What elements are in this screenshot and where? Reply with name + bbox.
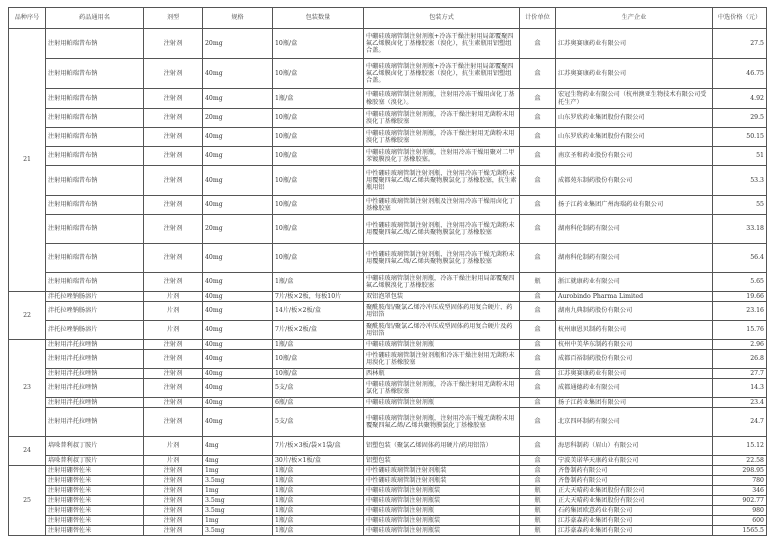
manufacturer-cell: 江苏豪森药业集团有限公司: [556, 526, 713, 536]
pack-method-cell: 聚酰胺/铝/聚氯乙烯冷冲压成型固体药用复合硬片及药用铝箔: [364, 321, 520, 340]
pack-qty-cell: 7片/板×2板，每板10片: [273, 292, 364, 302]
pack-method-cell: 铝塑包装（聚氯乙烯固体药用硬片/药用铝箔）: [364, 437, 520, 456]
pack-qty-cell: 30片/板×1板/盒: [273, 456, 364, 466]
group-number-cell: 22: [9, 292, 46, 340]
spec-cell: 40mg: [203, 379, 273, 398]
drug-name-cell: 注射用帕瑞昔布钠: [46, 273, 144, 292]
dosage-form-cell: 注射剂: [144, 350, 203, 369]
col-header-spec: 规格: [203, 8, 273, 29]
table-row: [9, 147, 767, 166]
price-cell: 5.65: [713, 273, 767, 292]
header-row: [9, 8, 767, 29]
spec-cell: 40mg: [203, 408, 273, 437]
dosage-form-cell: 片剂: [144, 437, 203, 456]
unit-cell: 盒: [520, 89, 556, 109]
manufacturer-cell: 宏冠生物药业有限公司（杭州澳亚生物技术有限公司受托生产）: [556, 89, 713, 109]
unit-cell: 盒: [520, 456, 556, 466]
drug-name-cell: 注射用泮托拉唑钠: [46, 398, 144, 408]
price-cell: 4.92: [713, 89, 767, 109]
price-cell: 15.12: [713, 437, 767, 456]
manufacturer-cell: 杭州康恩贝制药有限公司: [556, 321, 713, 340]
dosage-form-cell: 注射剂: [144, 486, 203, 496]
dosage-form-cell: 注射剂: [144, 109, 203, 128]
table-row: [9, 166, 767, 196]
drug-name-cell: 注射用帕瑞昔布钠: [46, 147, 144, 166]
pack-method-cell: 中性硼硅玻璃管制注射剂瓶装: [364, 466, 520, 476]
pack-qty-cell: 7片/板×2板/盒: [273, 321, 364, 340]
table-row: [9, 321, 767, 340]
dosage-form-cell: 注射剂: [144, 196, 203, 215]
pack-qty-cell: 1瓶/盒: [273, 506, 364, 516]
drug-name-cell: 注射用帕瑞昔布钠: [46, 109, 144, 128]
pack-method-cell: 中性硼硅玻璃管制注射剂瓶和冷冻干燥注射用无菌粉末用溴化丁基橡胶塞: [364, 350, 520, 369]
spec-cell: 40mg: [203, 350, 273, 369]
group-number-cell: 21: [9, 29, 46, 292]
dosage-form-cell: 注射剂: [144, 466, 203, 476]
pack-method-cell: 中硼硅玻璃管制注射剂瓶装: [364, 486, 520, 496]
unit-cell: 盒: [520, 128, 556, 147]
manufacturer-cell: 宁波美诺华天康药业有限公司: [556, 456, 713, 466]
price-cell: 51: [713, 147, 767, 166]
spec-cell: 3.5mg: [203, 496, 273, 506]
table-row: [9, 476, 767, 486]
pack-method-cell: 中硼硅玻璃管制注射剂瓶，冷冻干燥注射用无菌粉末用溴化丁基橡胶塞: [364, 128, 520, 147]
drug-name-cell: 培哚普利叔丁胺片: [46, 456, 144, 466]
pack-qty-cell: 10瓶/盒: [273, 147, 364, 166]
table-row: [9, 466, 767, 476]
unit-cell: 盒: [520, 379, 556, 398]
table-row: [9, 215, 767, 244]
price-cell: 2.96: [713, 340, 767, 350]
pack-method-cell: 中性硼硅玻璃管制注射剂瓶及注射用冷冻干燥用卤化丁基橡胶塞: [364, 196, 520, 215]
table-row: [9, 340, 767, 350]
table-row: [9, 273, 767, 292]
dosage-form-cell: 注射剂: [144, 29, 203, 59]
price-cell: 23.4: [713, 398, 767, 408]
table-row: [9, 379, 767, 398]
table-row: [9, 486, 767, 496]
price-cell: 24.7: [713, 408, 767, 437]
unit-cell: 瓶: [520, 526, 556, 536]
spec-cell: 20mg: [203, 109, 273, 128]
price-cell: 27.7: [713, 369, 767, 379]
manufacturer-cell: 石药集团欧意药业有限公司: [556, 506, 713, 516]
dosage-form-cell: 注射剂: [144, 496, 203, 506]
dosage-form-cell: 注射剂: [144, 59, 203, 89]
pack-method-cell: 中性硼硅玻璃管制注射剂瓶，注射用冷冻干燥无菌粉末用覆聚四氟乙烯/乙烯共聚物膜氯化丁基橡胶塞，抗生素瓶用铝: [364, 166, 520, 196]
pack-method-cell: 双铝泡罩包装: [364, 292, 520, 302]
manufacturer-cell: 扬子江药业集团有限公司: [556, 398, 713, 408]
drug-name-cell: 注射用帕瑞昔布钠: [46, 196, 144, 215]
pack-method-cell: 中硼硅玻璃管制注射剂瓶: [364, 506, 520, 516]
drug-name-cell: 注射用帕瑞昔布钠: [46, 244, 144, 273]
table-row: [9, 437, 767, 456]
table-row: [9, 109, 767, 128]
price-cell: 19.66: [713, 292, 767, 302]
group-number-cell: 23: [9, 340, 46, 437]
unit-cell: 盒: [520, 147, 556, 166]
manufacturer-cell: 江苏奥赛康药业有限公司: [556, 29, 713, 59]
unit-cell: 盒: [520, 437, 556, 456]
col-header-price: 中选价格（元）: [713, 8, 767, 29]
manufacturer-cell: 湖南科伦制药有限公司: [556, 244, 713, 273]
spec-cell: 40mg: [203, 273, 273, 292]
price-cell: 980: [713, 506, 767, 516]
spec-cell: 1mg: [203, 466, 273, 476]
pack-method-cell: 中硼硅玻璃管制注射剂瓶装: [364, 496, 520, 506]
dosage-form-cell: 注射剂: [144, 89, 203, 109]
dosage-form-cell: 注射剂: [144, 369, 203, 379]
table-body: [9, 29, 767, 536]
unit-cell: 盒: [520, 59, 556, 89]
unit-cell: 盒: [520, 321, 556, 340]
table-row: [9, 456, 767, 466]
pack-qty-cell: 10瓶/盒: [273, 109, 364, 128]
table-row: [9, 398, 767, 408]
unit-cell: 盒: [520, 302, 556, 321]
price-cell: 600: [713, 516, 767, 526]
price-cell: 27.5: [713, 29, 767, 59]
unit-cell: 盒: [520, 408, 556, 437]
price-cell: 50.15: [713, 128, 767, 147]
manufacturer-cell: 湖南九典制药股份有限公司: [556, 302, 713, 321]
pack-qty-cell: 1瓶/盒: [273, 486, 364, 496]
price-cell: 23.16: [713, 302, 767, 321]
drug-name-cell: 注射用帕瑞昔布钠: [46, 89, 144, 109]
manufacturer-cell: 正大天晴药业集团股份有限公司: [556, 496, 713, 506]
dosage-form-cell: 注射剂: [144, 340, 203, 350]
drug-name-cell: 注射用硼替佐米: [46, 486, 144, 496]
unit-cell: 盒: [520, 109, 556, 128]
pack-qty-cell: 5支/盒: [273, 408, 364, 437]
spec-cell: 20mg: [203, 29, 273, 59]
dosage-form-cell: 注射剂: [144, 147, 203, 166]
table-row: [9, 496, 767, 506]
pack-qty-cell: 10瓶/盒: [273, 215, 364, 244]
spec-cell: 40mg: [203, 398, 273, 408]
unit-cell: 盒: [520, 244, 556, 273]
pack-qty-cell: 10瓶/盒: [273, 59, 364, 89]
dosage-form-cell: 注射剂: [144, 273, 203, 292]
spec-cell: 40mg: [203, 147, 273, 166]
pack-qty-cell: 1瓶/盒: [273, 496, 364, 506]
pack-qty-cell: 10瓶/盒: [273, 166, 364, 196]
spec-cell: 40mg: [203, 166, 273, 196]
unit-cell: 盒: [520, 196, 556, 215]
manufacturer-cell: 北京四环制药有限公司: [556, 408, 713, 437]
manufacturer-cell: 成都通德药业有限公司: [556, 379, 713, 398]
drug-price-table: [8, 7, 767, 536]
pack-method-cell: 中硼硅玻璃管制注射剂瓶装: [364, 526, 520, 536]
dosage-form-cell: 片剂: [144, 292, 203, 302]
manufacturer-cell: 齐鲁制药有限公司: [556, 476, 713, 486]
pack-method-cell: 中硼硅玻璃管制注射剂瓶，冷冻干燥注射用无菌粉末用氯化丁基橡胶塞: [364, 379, 520, 398]
col-header-pack-method: 包装方式: [364, 8, 520, 29]
pack-qty-cell: 1瓶/盒: [273, 526, 364, 536]
pack-qty-cell: 10瓶/盒: [273, 29, 364, 59]
pack-qty-cell: 10瓶/盒: [273, 196, 364, 215]
manufacturer-cell: 江苏豪森药业集团有限公司: [556, 516, 713, 526]
price-cell: 780: [713, 476, 767, 486]
pack-method-cell: 中硼硅玻璃管制注射剂瓶: [364, 398, 520, 408]
price-cell: 56.4: [713, 244, 767, 273]
unit-cell: 盒: [520, 350, 556, 369]
drug-name-cell: 注射用泮托拉唑钠: [46, 408, 144, 437]
price-cell: 46.75: [713, 59, 767, 89]
drug-name-cell: 注射用硼替佐米: [46, 516, 144, 526]
drug-name-cell: 注射用帕瑞昔布钠: [46, 166, 144, 196]
spec-cell: 1mg: [203, 486, 273, 496]
drug-name-cell: 注射用硼替佐米: [46, 466, 144, 476]
unit-cell: 瓶: [520, 516, 556, 526]
pack-method-cell: 中性硼硅玻璃管制注射剂瓶、注射用冷冻干燥无菌粉末用覆聚四氟乙烯/乙烯共聚物膜氯化丁基橡胶塞: [364, 244, 520, 273]
pack-qty-cell: 10瓶/盒: [273, 350, 364, 369]
dosage-form-cell: 注射剂: [144, 398, 203, 408]
spec-cell: 40mg: [203, 340, 273, 350]
pack-qty-cell: 1瓶/盒: [273, 476, 364, 486]
pack-method-cell: 中硼硅玻璃管制注射剂瓶，注射用冷冻干燥无菌粉末用覆聚四氟乙烯/乙烯共聚物膜氯化丁基橡胶塞: [364, 408, 520, 437]
manufacturer-cell: 山东罗欣药业集团股份有限公司: [556, 109, 713, 128]
price-cell: 14.3: [713, 379, 767, 398]
drug-name-cell: 注射用泮托拉唑钠: [46, 340, 144, 350]
pack-qty-cell: 1瓶/盒: [273, 273, 364, 292]
pack-qty-cell: 1瓶/盒: [273, 340, 364, 350]
pack-qty-cell: 6瓶/盒: [273, 398, 364, 408]
manufacturer-cell: 江苏奥赛康药业有限公司: [556, 59, 713, 89]
price-cell: 53.3: [713, 166, 767, 196]
unit-cell: 瓶: [520, 273, 556, 292]
dosage-form-cell: 片剂: [144, 321, 203, 340]
drug-name-cell: 泮托拉唑钠肠溶片: [46, 321, 144, 340]
unit-cell: 瓶: [520, 486, 556, 496]
price-cell: 346: [713, 486, 767, 496]
unit-cell: 瓶: [520, 496, 556, 506]
unit-cell: 盒: [520, 215, 556, 244]
pack-qty-cell: 5支/盒: [273, 379, 364, 398]
table-row: [9, 29, 767, 59]
unit-cell: 盒: [520, 466, 556, 476]
pack-qty-cell: 1瓶/盒: [273, 89, 364, 109]
unit-cell: 盒: [520, 369, 556, 379]
unit-cell: 盒: [520, 29, 556, 59]
pack-method-cell: 中硼硅玻璃管制注射剂瓶，注射用冷冻干燥用卤化丁基橡胶塞（溴化）。: [364, 89, 520, 109]
spec-cell: 40mg: [203, 196, 273, 215]
table-row: [9, 59, 767, 89]
dosage-form-cell: 注射剂: [144, 128, 203, 147]
pack-method-cell: 中硼硅玻璃管制注射剂瓶+冷冻干燥注射用局部覆聚四氟乙烯膜卤化丁基橡胶塞（溴化），抗生素瓶用铝塑组合盖。: [364, 29, 520, 59]
unit-cell: 盒: [520, 340, 556, 350]
spec-cell: 1mg: [203, 516, 273, 526]
dosage-form-cell: 注射剂: [144, 408, 203, 437]
table-row: [9, 526, 767, 536]
pack-method-cell: 中性硼硅玻璃管制注射剂瓶装: [364, 476, 520, 486]
manufacturer-cell: 扬子江药业集团广州海瑞药业有限公司: [556, 196, 713, 215]
price-cell: 33.18: [713, 215, 767, 244]
pack-qty-cell: 1瓶/盒: [273, 466, 364, 476]
unit-cell: 盒: [520, 476, 556, 486]
manufacturer-cell: 浙江就康药业有限公司: [556, 273, 713, 292]
pack-method-cell: 中硼硅玻璃管制注射剂瓶，冷冻干燥注射用无菌粉末用溴化丁基橡胶塞: [364, 109, 520, 128]
drug-name-cell: 注射用泮托拉唑钠: [46, 350, 144, 369]
dosage-form-cell: 注射剂: [144, 166, 203, 196]
drug-name-cell: 注射用硼替佐米: [46, 496, 144, 506]
unit-cell: 瓶: [520, 506, 556, 516]
manufacturer-cell: 湖南科伦制药有限公司: [556, 215, 713, 244]
table-row: [9, 89, 767, 109]
price-cell: 22.58: [713, 456, 767, 466]
dosage-form-cell: 注射剂: [144, 506, 203, 516]
drug-name-cell: 注射用帕瑞昔布钠: [46, 59, 144, 89]
drug-name-cell: 泮托拉唑钠肠溶片: [46, 292, 144, 302]
spec-cell: 40mg: [203, 244, 273, 273]
drug-name-cell: 注射用帕瑞昔布钠: [46, 215, 144, 244]
manufacturer-cell: 成都百裕制药股份有限公司: [556, 350, 713, 369]
table-row: [9, 369, 767, 379]
spec-cell: 4mg: [203, 437, 273, 456]
pack-method-cell: 聚酰胺/铝/聚氯乙烯冷冲压成型固体药用复合硬片、药用铝箔: [364, 302, 520, 321]
price-cell: 29.5: [713, 109, 767, 128]
price-cell: 1565.5: [713, 526, 767, 536]
pack-method-cell: 中硼硅玻璃管制注射剂瓶+冷冻干燥注射用局部覆聚四氟乙烯膜卤化丁基橡胶塞（溴化），抗生素瓶用铝塑组合盖。: [364, 59, 520, 89]
dosage-form-cell: 注射剂: [144, 244, 203, 273]
spec-cell: 40mg: [203, 59, 273, 89]
pack-qty-cell: 10瓶/盒: [273, 369, 364, 379]
unit-cell: 盒: [520, 292, 556, 302]
col-header-unit: 计价单位: [520, 8, 556, 29]
spec-cell: 40mg: [203, 369, 273, 379]
spec-cell: 3.5mg: [203, 506, 273, 516]
drug-name-cell: 注射用硼替佐米: [46, 476, 144, 486]
table-row: [9, 408, 767, 437]
manufacturer-cell: 正大天晴药业集团股份有限公司: [556, 486, 713, 496]
manufacturer-cell: 齐鲁制药有限公司: [556, 466, 713, 476]
pack-method-cell: 铝塑包装: [364, 456, 520, 466]
drug-name-cell: 注射用泮托拉唑钠: [46, 379, 144, 398]
table-row: [9, 506, 767, 516]
table-row: [9, 302, 767, 321]
spec-cell: 3.5mg: [203, 526, 273, 536]
spec-cell: 4mg: [203, 456, 273, 466]
drug-name-cell: 注射用帕瑞昔布钠: [46, 128, 144, 147]
col-header-manufacturer: 生产企业: [556, 8, 713, 29]
manufacturer-cell: 山东罗欣药业集团股份有限公司: [556, 128, 713, 147]
pack-qty-cell: 10瓶/盒: [273, 244, 364, 273]
spec-cell: 40mg: [203, 321, 273, 340]
pack-method-cell: 中硼硅玻璃管制注射剂瓶，注射用冷冻干燥用聚对二甲苯镀膜溴化丁基橡胶塞。: [364, 147, 520, 166]
table-row: [9, 350, 767, 369]
drug-name-cell: 泮托拉唑钠肠溶片: [46, 302, 144, 321]
table-row: [9, 292, 767, 302]
dosage-form-cell: 注射剂: [144, 215, 203, 244]
spec-cell: 20mg: [203, 215, 273, 244]
spec-cell: 40mg: [203, 302, 273, 321]
drug-name-cell: 注射用泮托拉唑钠: [46, 369, 144, 379]
manufacturer-cell: 江苏奥赛康药业有限公司: [556, 369, 713, 379]
col-header-dosage-form: 剂型: [144, 8, 203, 29]
spec-cell: 40mg: [203, 292, 273, 302]
pack-qty-cell: 7片/板×3板/袋×1袋/盒: [273, 437, 364, 456]
pack-method-cell: 中硼硅玻璃管制注射剂瓶: [364, 340, 520, 350]
dosage-form-cell: 注射剂: [144, 379, 203, 398]
pack-method-cell: 中硼硅玻璃管制注射剂瓶，冷冻干燥注射用局部覆聚四氟乙烯膜溴化丁基橡胶塞: [364, 273, 520, 292]
table-row: [9, 196, 767, 215]
pack-qty-cell: 1瓶/盒: [273, 516, 364, 526]
pack-method-cell: 中硼硅玻璃管制注射剂瓶装: [364, 516, 520, 526]
price-cell: 26.8: [713, 350, 767, 369]
table-row: [9, 516, 767, 526]
unit-cell: 盒: [520, 398, 556, 408]
manufacturer-cell: 杭州中美华东制药有限公司: [556, 340, 713, 350]
dosage-form-cell: 片剂: [144, 456, 203, 466]
group-number-cell: 25: [9, 466, 46, 536]
pack-qty-cell: 10瓶/盒: [273, 128, 364, 147]
drug-name-cell: 培哚普利叔丁胺片: [46, 437, 144, 456]
manufacturer-cell: 海思科制药（眉山）有限公司: [556, 437, 713, 456]
pack-method-cell: 中性硼硅玻璃管制注射剂瓶、注射用冷冻干燥无菌粉末用覆聚四氟乙烯/乙烯共聚物膜氯化丁基橡胶塞: [364, 215, 520, 244]
dosage-form-cell: 片剂: [144, 302, 203, 321]
dosage-form-cell: 注射剂: [144, 516, 203, 526]
col-header-group-no: 品种序号: [9, 8, 46, 29]
spec-cell: 40mg: [203, 89, 273, 109]
manufacturer-cell: 南京圣和药业股份有限公司: [556, 147, 713, 166]
drug-name-cell: 注射用帕瑞昔布钠: [46, 29, 144, 59]
drug-name-cell: 注射用硼替佐米: [46, 526, 144, 536]
pack-qty-cell: 14片/板×2板/盒: [273, 302, 364, 321]
table-row: [9, 244, 767, 273]
pack-method-cell: 西林瓶: [364, 369, 520, 379]
dosage-form-cell: 注射剂: [144, 526, 203, 536]
price-cell: 15.76: [713, 321, 767, 340]
price-cell: 55: [713, 196, 767, 215]
manufacturer-cell: Aurobindo Pharma Limited: [556, 292, 713, 302]
col-header-pack-qty: 包装数量: [273, 8, 364, 29]
col-header-drug-name: 药品通用名: [46, 8, 144, 29]
dosage-form-cell: 注射剂: [144, 476, 203, 486]
spec-cell: 3.5mg: [203, 476, 273, 486]
group-number-cell: 24: [9, 437, 46, 466]
spec-cell: 40mg: [203, 128, 273, 147]
price-cell: 902.77: [713, 496, 767, 506]
table-row: [9, 128, 767, 147]
drug-name-cell: 注射用硼替佐米: [46, 506, 144, 516]
unit-cell: 盒: [520, 166, 556, 196]
manufacturer-cell: 成都苑东制药股份有限公司: [556, 166, 713, 196]
price-cell: 298.95: [713, 466, 767, 476]
